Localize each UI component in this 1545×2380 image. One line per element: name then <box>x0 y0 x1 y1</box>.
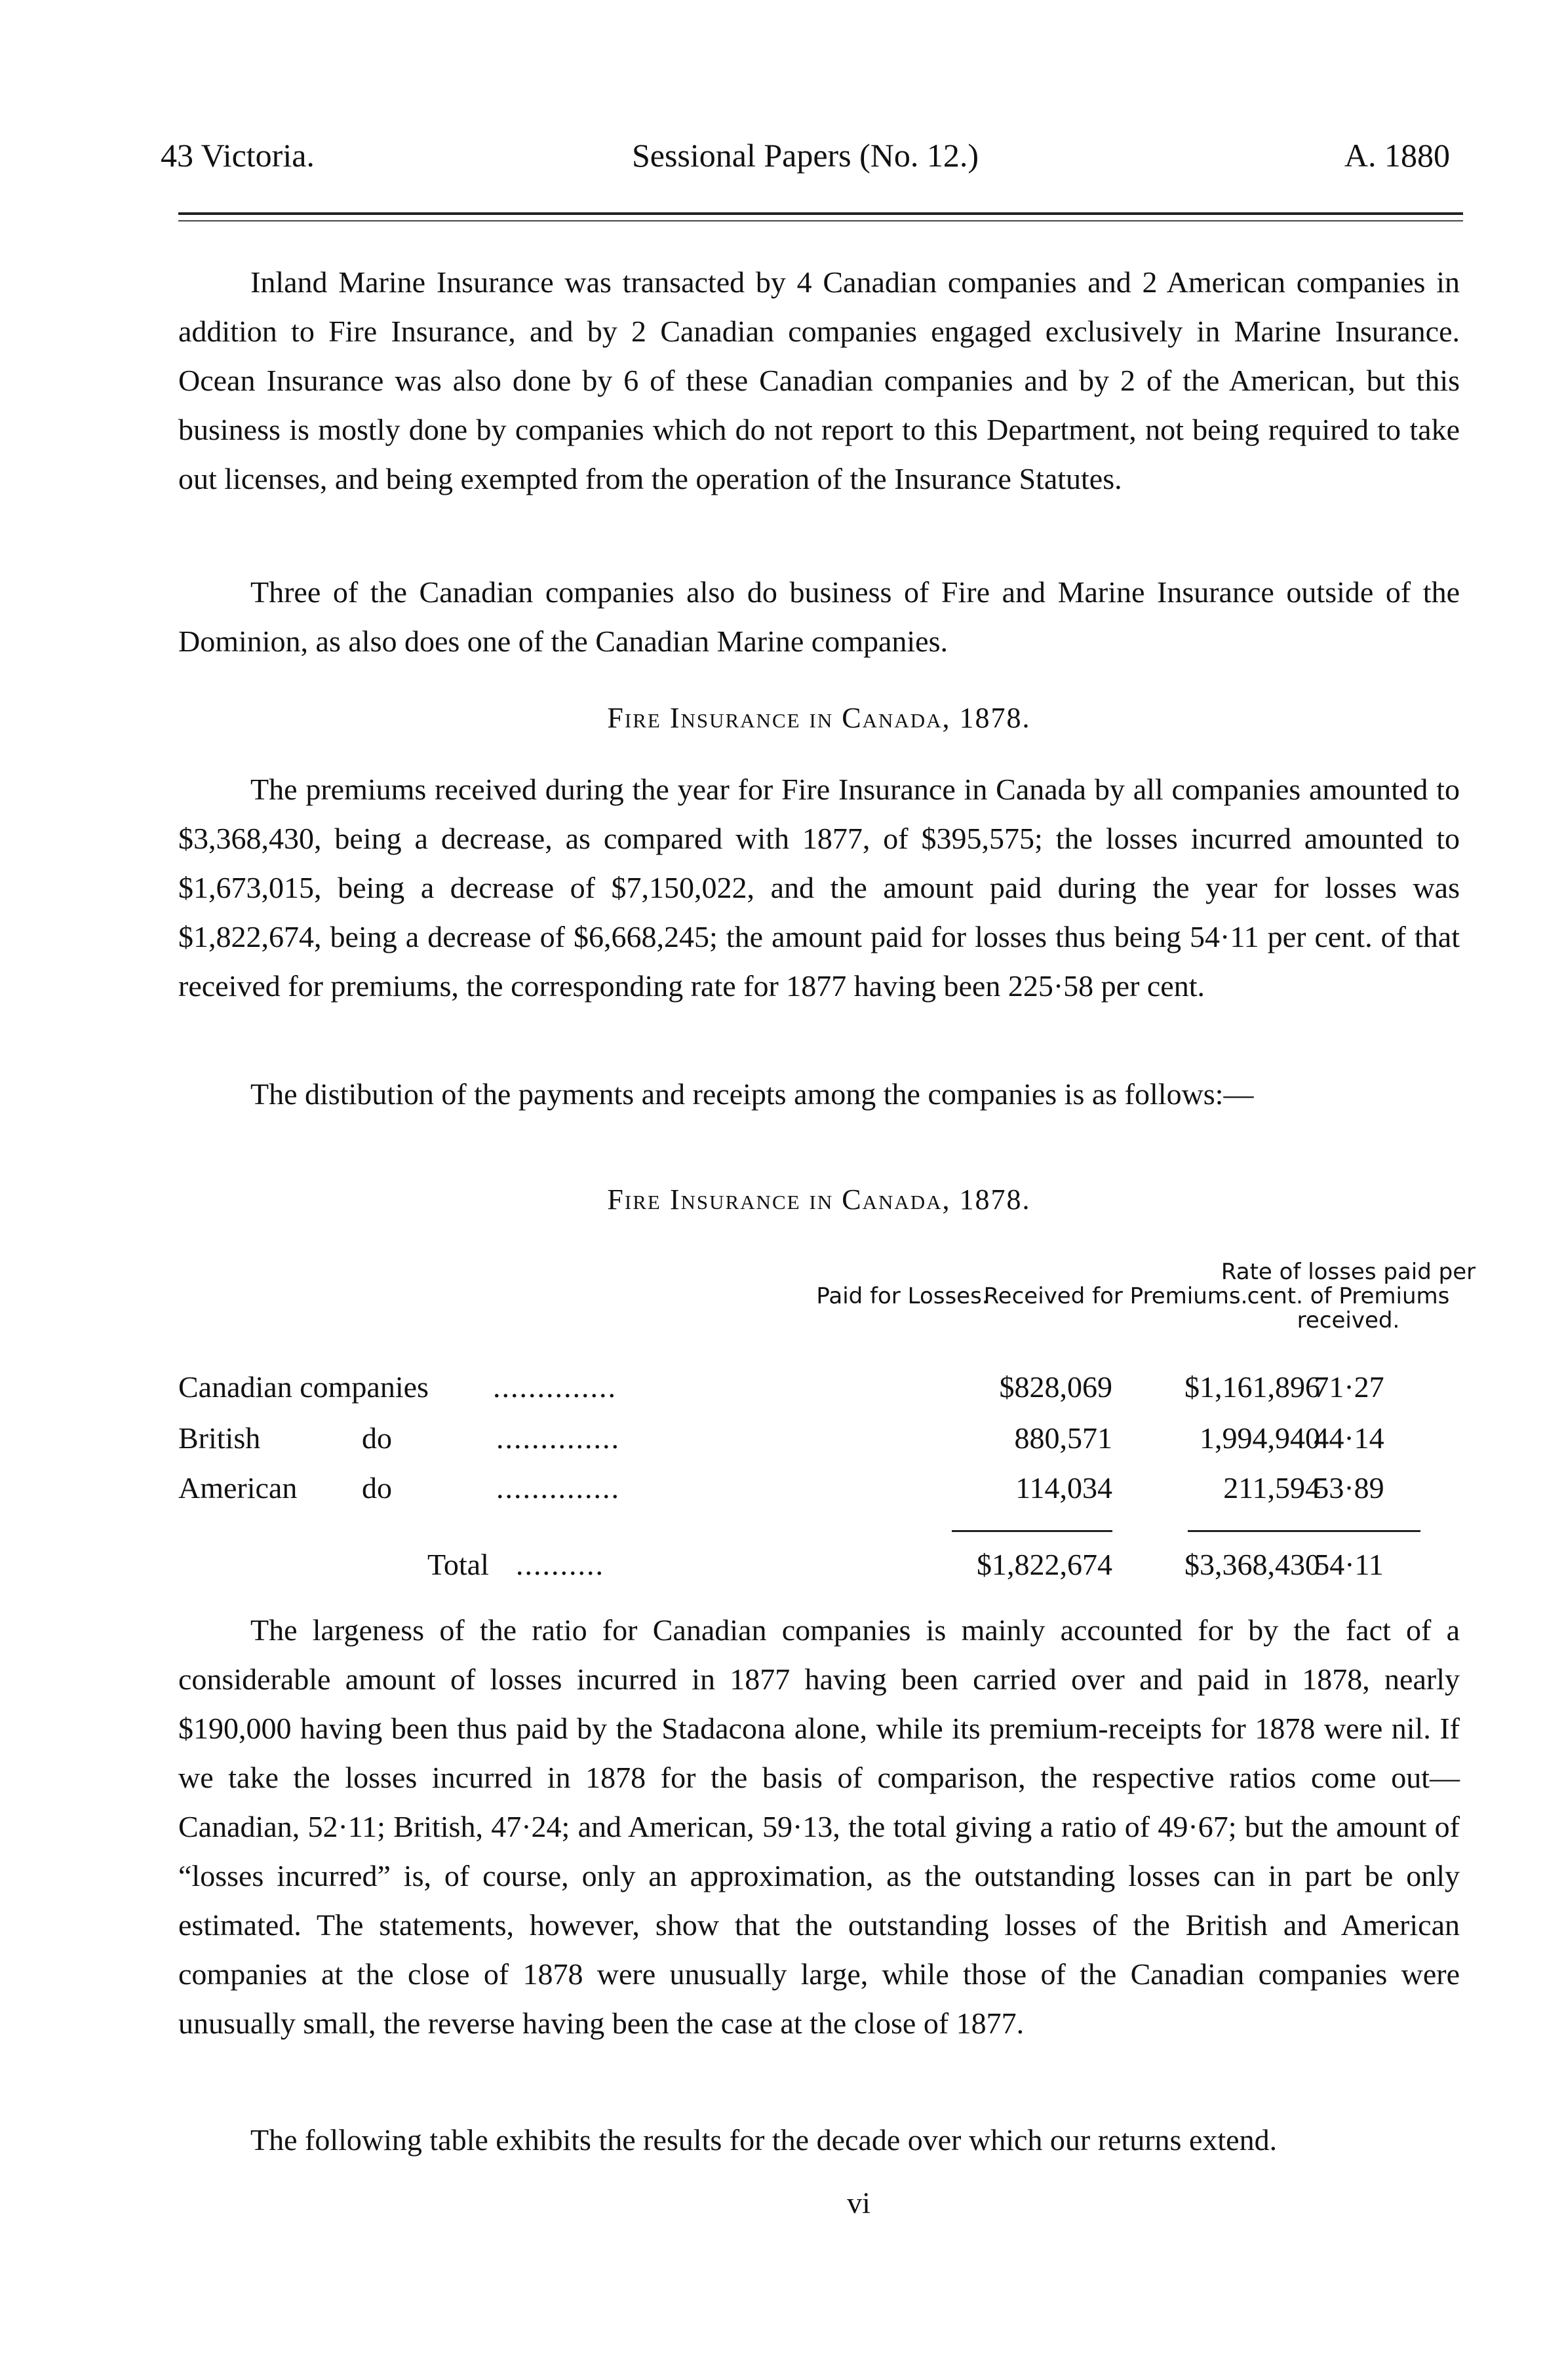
paragraph-text: The following table exhibits the results for the decade over which our returns extend. <box>250 2123 1278 2157</box>
paragraph-text: The distibution of the payments and receipts among the companies is as follows:— <box>250 1077 1254 1111</box>
row-label: Canadian companies <box>178 1370 429 1404</box>
cell-received: 1,994,940 <box>1200 1421 1320 1455</box>
ditto-mark: do <box>362 1421 392 1455</box>
sum-rule-paid <box>952 1530 1112 1532</box>
page-number: vi <box>847 2186 870 2219</box>
header-rule-thick <box>178 212 1463 215</box>
leader-dots: .............. <box>496 1471 620 1505</box>
paragraph-text: The premiums received during the year for Fire Insurance in Canada by all companies amounted to $3,368,430, being a decrease, as compared with 1877, of $395,575; the losses incurred amounted to $1,673,015, being a decrease of $7,150,022, and the amount paid during the year for losses was $1,822,674, being a decrease of $6,668,245; the amount paid for losses thus being 54·11 per cent. of that received for premiums, the corresponding rate for 1877 having been 225·58 per cent. <box>178 773 1460 1003</box>
paragraph-outside-dominion <box>178 567 1460 666</box>
paragraph-text: Three of the Canadian companies also do business of Fire and Marine Insurance outside of the Dominion, as also does one of the Canadian Marine companies. <box>178 575 1460 658</box>
leader-dots: .............. <box>496 1421 620 1455</box>
table-heading-fire-insurance: Fire Insurance in Canada, 1878. <box>607 1183 1031 1216</box>
column-header-received-premiums: Received for Premiums. <box>983 1283 1248 1309</box>
paragraph-decade-table <box>178 2115 1460 2164</box>
column-header-paid-losses: Paid for Losses. <box>816 1283 989 1309</box>
sum-rule-rate <box>1276 1530 1420 1532</box>
total-paid: $1,822,674 <box>977 1548 1112 1581</box>
paragraph-inland-marine <box>178 258 1460 503</box>
table-row <box>178 1370 1463 1415</box>
running-head-volume: 43 Victoria. <box>161 137 315 174</box>
leader-dots: .......... <box>516 1548 604 1581</box>
column-header-rate: Rate of losses paid per cent. of Premiums received. <box>1221 1259 1476 1334</box>
cell-paid: 880,571 <box>1014 1421 1112 1455</box>
paragraph-text: The largeness of the ratio for Canadian companies is mainly accounted for by the fact of a considerable amount of losses incurred in 1877 having been carried over and paid in 1878, nearly $190,000 having been thus paid by the Stadacona alone, while its premium-receipts for 1878 were nil. If we take the losses incurred in 1878 for the basis of comparison, the respective ratios come out—Canadian, 52·11; British, 47·24; and American, 59·13, the total giving a ratio of 49·67; but the amount of “losses incurred” is, of course, only an approximation, as the outstanding losses can in part be only estimated. The statements, however, show that the outstanding losses of the British and American companies at the close of 1878 were unusually large, while those of the Canadian companies were unusually small, the reverse having been the case at the close of 1877. <box>178 1613 1460 2040</box>
total-label: Total <box>427 1548 489 1581</box>
row-label: American <box>178 1471 298 1505</box>
total-rate: 54·11 <box>1314 1548 1384 1581</box>
total-received: $3,368,430 <box>1184 1548 1320 1581</box>
paragraph-distribution <box>178 1069 1460 1119</box>
cell-rate: 71·27 <box>1314 1370 1384 1404</box>
paragraph-premiums <box>178 765 1460 1010</box>
paragraph-text: Inland Marine Insurance was transacted by 4 Canadian companies and 2 American companies in addition to Fire Insurance, and by 2 Canadian companies engaged exclusively in Marine Insurance. Ocean Insurance was also done by 6 of these Canadian companies and by 2 of the American, but this business is mostly done by companies which do not report to this Department, not being required to take out licenses, and being exempted from the operation of the Insurance Statutes. <box>178 265 1460 495</box>
table-total-row <box>178 1547 1463 1593</box>
section-heading-fire-insurance: Fire Insurance in Canada, 1878. <box>607 702 1031 734</box>
table-row <box>178 1470 1463 1516</box>
table-row <box>178 1421 1463 1467</box>
cell-rate: 44·14 <box>1314 1421 1384 1455</box>
fire-insurance-table <box>178 1235 1476 1602</box>
cell-received: $1,161,896 <box>1184 1370 1320 1404</box>
leader-dots: .............. <box>493 1370 617 1404</box>
ditto-mark: do <box>362 1471 392 1505</box>
row-label: British <box>178 1421 261 1455</box>
cell-paid: 114,034 <box>1015 1471 1112 1505</box>
running-head-title: Sessional Papers (No. 12.) <box>631 137 979 174</box>
paragraph-ratio-explanation <box>178 1605 1460 2048</box>
running-head <box>161 136 1450 176</box>
cell-rate: 53·89 <box>1314 1471 1384 1505</box>
cell-paid: $828,069 <box>999 1370 1112 1404</box>
header-rule-thin <box>178 220 1463 221</box>
cell-received: 211,594 <box>1223 1471 1320 1505</box>
running-head-year: A. 1880 <box>1344 137 1450 174</box>
